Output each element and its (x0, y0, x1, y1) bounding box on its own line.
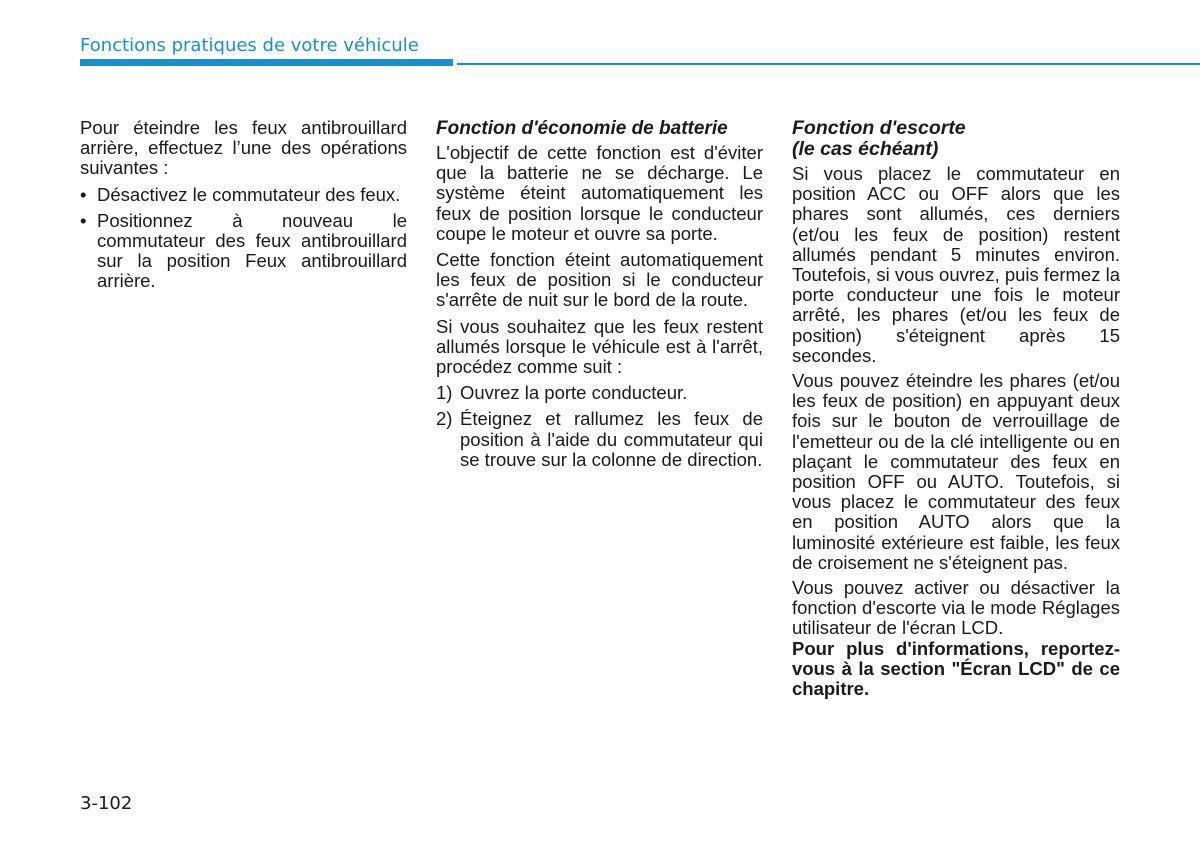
battery-saver-heading: Fonction d'économie de batterie (436, 118, 728, 139)
section-title: Fonctions pratiques de votre véhicule (80, 35, 419, 56)
step-number: 1) (436, 382, 453, 404)
paragraph: Si vous placez le commutateur en position ACC ou OFF alors que les phares sont allumés, ces derniers (et/ou les feux de position) restent allumés pendant 5 minutes environ. Toutefois, si vous ouvrez, puis fermez la porte conducteur une fois le moteur arrêté, les phares (et/ou les feux de position) s'éteignent après 15 secondes. (792, 163, 1121, 366)
bullet-item (80, 211, 407, 292)
escort-heading-line1: Fonction d'escorte (792, 117, 966, 139)
bullet-mark: • (80, 209, 87, 231)
column-escort-function (792, 118, 1120, 704)
intro-paragraph: Pour éteindre les feux antibrouillard arrière, effectuez l’une des opérations suivantes : (80, 117, 407, 179)
step-item (436, 409, 763, 470)
page-number: 3-102 (80, 793, 133, 814)
step-item (436, 383, 763, 403)
header-rule-thin (457, 63, 1200, 65)
escort-heading-line2: (le cas échéant) (792, 138, 939, 160)
paragraph (792, 578, 1120, 699)
header-rule-thick (80, 59, 453, 66)
step-text: Éteignez et rallumez les feux de position à l'aide du commutateur qui se trouve sur la colonne de direction. (460, 408, 763, 470)
bullet-text: Désactivez le commutateur des feux. (97, 183, 401, 205)
paragraph: Si vous souhaitez que les feux restent allumés lorsque le véhicule est à l'arrêt, procédez comme suit : (436, 315, 763, 378)
bullet-text: Positionnez à nouveau le commutateur des feux antibrouillard sur la position Feux antibrouillard arrière. (97, 209, 407, 292)
paragraph: Vous pouvez éteindre les phares (et/ou les feux de position) en appuyant deux fois sur le bouton de verrouillage de l'emetteur ou de la clé intelligente ou en plaçant le commutateur des feux en position OFF ou AUTO. Toutefois, si vous placez le commutateur des feux en position AUTO alors que la luminosité extérieure est faible, les feux de croisement ne s'éteignent pas. (792, 370, 1120, 573)
column-battery-saver (436, 118, 763, 476)
column-rear-fog-lights (80, 118, 407, 298)
paragraph-text: Vous pouvez activer ou désactiver la fonction d'escorte via le mode Réglages utilisateur de l'écran LCD. (792, 577, 1120, 639)
escort-heading (792, 118, 1120, 160)
cross-reference-note: Pour plus d'informations, reportez-vous à la section "Écran LCD" de ce chapitre. (792, 637, 1120, 700)
paragraph: L'objectif de cette fonction est d'éviter que la batterie ne se décharge. Le système éteint automatiquement les feux de position lorsque le conducteur coupe le moteur et ouvre sa porte. (436, 142, 763, 244)
bullet-mark: • (80, 183, 87, 205)
step-number: 2) (436, 408, 453, 430)
paragraph: Cette fonction éteint automatiquement les feux de position si le conducteur s'arrête de nuit sur le bord de la route. (436, 249, 763, 311)
step-text: Ouvrez la porte conducteur. (460, 382, 688, 404)
bullet-item (80, 185, 407, 205)
